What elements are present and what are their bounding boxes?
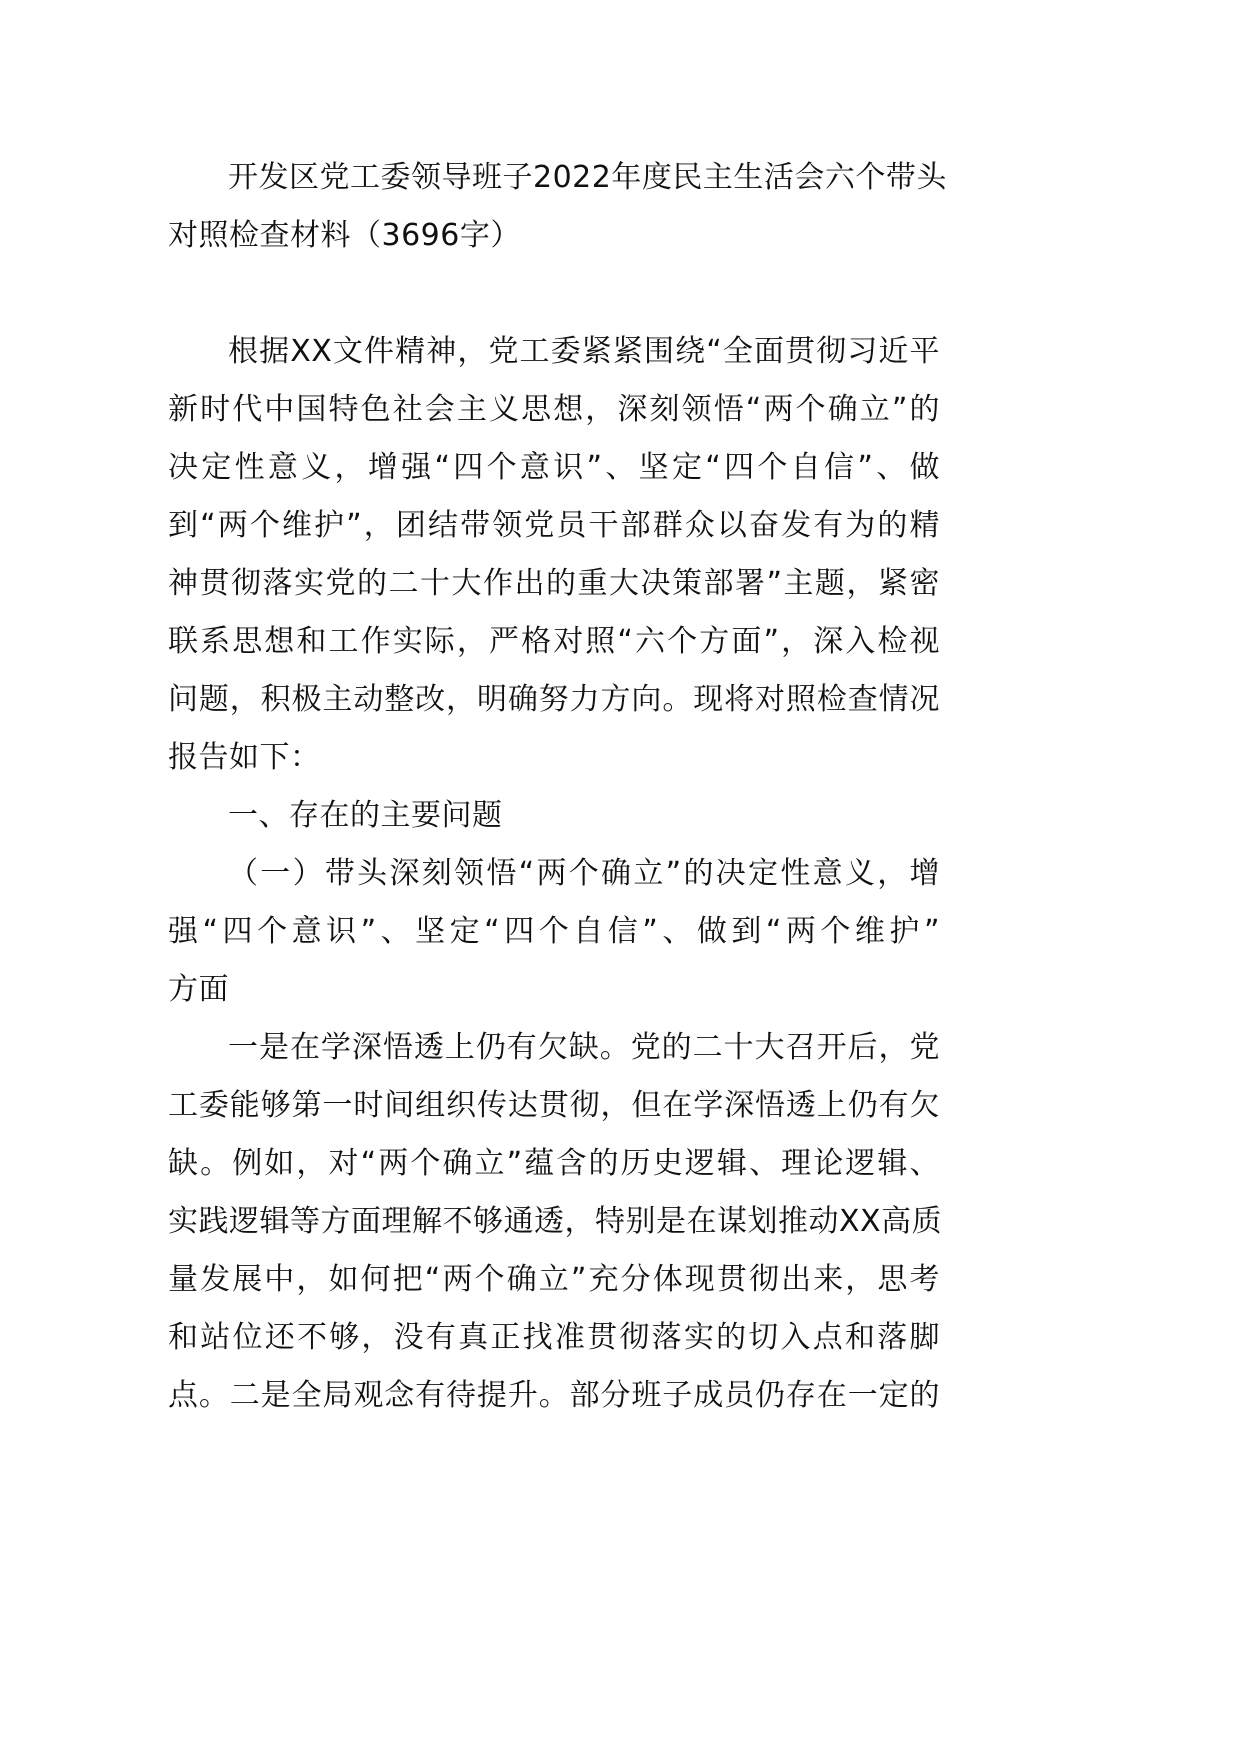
intro-line-1: 根据XX文件精神，党工委紧紧围绕“全面贯彻习近平 (228, 334, 940, 369)
subsection-line-3: 方面 (168, 972, 229, 1007)
body-line-5: 量发展中，如何把“两个确立”充分体现贯彻出来，思考 (168, 1262, 940, 1297)
intro-line-5: 神贯彻落实党的二十大作出的重大决策部署”主题，紧密 (168, 566, 940, 601)
intro-line-7: 问题，积极主动整改，明确努力方向。现将对照检查情况 (168, 682, 940, 717)
intro-line-6: 联系思想和工作实际，严格对照“六个方面”，深入检视 (168, 624, 940, 659)
subsection-line-2: 强“四个意识”、坚定“四个自信”、做到“两个维护” (168, 914, 940, 949)
body-line-4: 实践逻辑等方面理解不够通透，特别是在谋划推动XX高质 (168, 1204, 943, 1239)
body-line-2: 工委能够第一时间组织传达贯彻，但在学深悟透上仍有欠 (168, 1088, 940, 1123)
body-line-1: 一是在学深悟透上仍有欠缺。党的二十大召开后，党 (228, 1030, 940, 1065)
document-title-line-2: 对照检查材料（3696字） (168, 218, 521, 253)
body-line-6: 和站位还不够，没有真正找准贯彻落实的切入点和落脚 (168, 1320, 940, 1355)
subsection-line-1: （一）带头深刻领悟“两个确立”的决定性意义，增 (228, 856, 940, 891)
intro-line-4: 到“两个维护”，团结带领党员干部群众以奋发有为的精 (168, 508, 940, 543)
body-line-3: 缺。例如，对“两个确立”蕴含的历史逻辑、理论逻辑、 (168, 1146, 940, 1181)
intro-line-3: 决定性意义，增强“四个意识”、坚定“四个自信”、做 (168, 450, 940, 485)
section-heading: 一、存在的主要问题 (228, 798, 503, 833)
intro-line-8: 报告如下： (168, 740, 321, 775)
body-line-7: 点。二是全局观念有待提升。部分班子成员仍存在一定的 (168, 1378, 940, 1413)
document-title-line-1: 开发区党工委领导班子2022年度民主生活会六个带头 (228, 160, 947, 195)
intro-line-2: 新时代中国特色社会主义思想，深刻领悟“两个确立”的 (168, 392, 940, 427)
